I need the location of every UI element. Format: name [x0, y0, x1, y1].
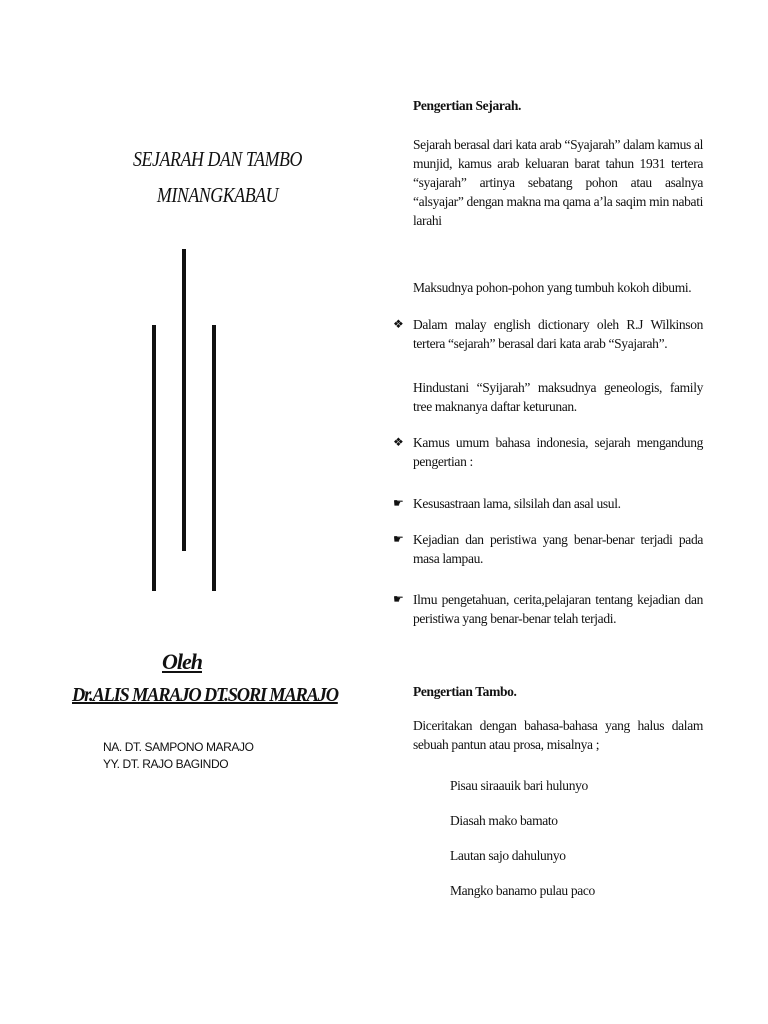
author-name: Dr.ALIS MARAJO DT.SORI MARAJO: [72, 684, 338, 706]
pointing-hand-icon: ☛: [393, 496, 404, 510]
title-line-1: SEJARAH DAN TAMBO: [133, 147, 302, 171]
heading-pengertian-sejarah: Pengertian Sejarah.: [413, 98, 522, 113]
document-title: [118, 141, 318, 213]
paragraph-hindustani: Hindustani “Syijarah” maksudnya geneologis, family tree maknanya daftar keturunan.: [413, 380, 703, 414]
subitem-kesusastraan: [393, 494, 703, 513]
paragraph-sejarah: Sejarah berasal dari kata arab “Syajarah” dalam kamus al munjid, kamus arab keluaran barat tahun 1931 tertera “syajarah” artinya sebatang pohon atau asalnya “alsyajar” dengan makna ma qama a’la saqim min nabati larahi: [413, 137, 703, 228]
contributor-1: NA. DT. SAMPONO MARAJO: [103, 740, 254, 754]
title-line-2: MINANGKABAU: [156, 183, 279, 207]
decorative-bar-left: [152, 325, 156, 591]
pantun-line-4: Mangko banamo pulau paco: [450, 883, 595, 898]
oleh-label: Oleh: [162, 649, 202, 674]
subitem-text: Ilmu pengetahuan, cerita,pelajaran tentang kejadian dan peristiwa yang benar-benar telah terjadi.: [413, 592, 703, 626]
pantun-line-3: Lautan sajo dahulunyo: [450, 848, 566, 863]
contributor-2: YY. DT. RAJO BAGINDO: [103, 757, 229, 771]
bullet-kamus-umum: [393, 433, 703, 471]
diamond-bullet-icon: ❖: [393, 317, 404, 331]
pointing-hand-icon: ☛: [393, 592, 404, 606]
bullet-text: Kamus umum bahasa indonesia, sejarah mengandung pengertian :: [413, 435, 703, 469]
paragraph-maksudnya: Maksudnya pohon-pohon yang tumbuh kokoh dibumi.: [413, 280, 692, 295]
subitem-ilmu: [393, 590, 703, 628]
heading-pengertian-tambo: Pengertian Tambo.: [413, 684, 517, 699]
paragraph-tambo: Diceritakan dengan bahasa-bahasa yang halus dalam sebuah pantun atau prosa, misalnya ;: [413, 718, 703, 752]
decorative-bar-right: [212, 325, 216, 591]
subitem-text: Kejadian dan peristiwa yang benar-benar terjadi pada masa lampau.: [413, 532, 703, 566]
decorative-bar-center: [182, 249, 186, 551]
pointing-hand-icon: ☛: [393, 532, 404, 546]
subitem-text: Kesusastraan lama, silsilah dan asal usul.: [413, 496, 621, 511]
pantun-line-1: Pisau siraauik bari hulunyo: [450, 778, 588, 793]
subitem-kejadian: [393, 530, 703, 568]
bullet-malay-dictionary: [393, 315, 703, 353]
bullet-text: Dalam malay english dictionary oleh R.J Wilkinson tertera “sejarah” berasal dari kata arab “Syajarah”.: [413, 317, 703, 351]
pantun-line-2: Diasah mako bamato: [450, 813, 558, 828]
diamond-bullet-icon: ❖: [393, 435, 404, 449]
